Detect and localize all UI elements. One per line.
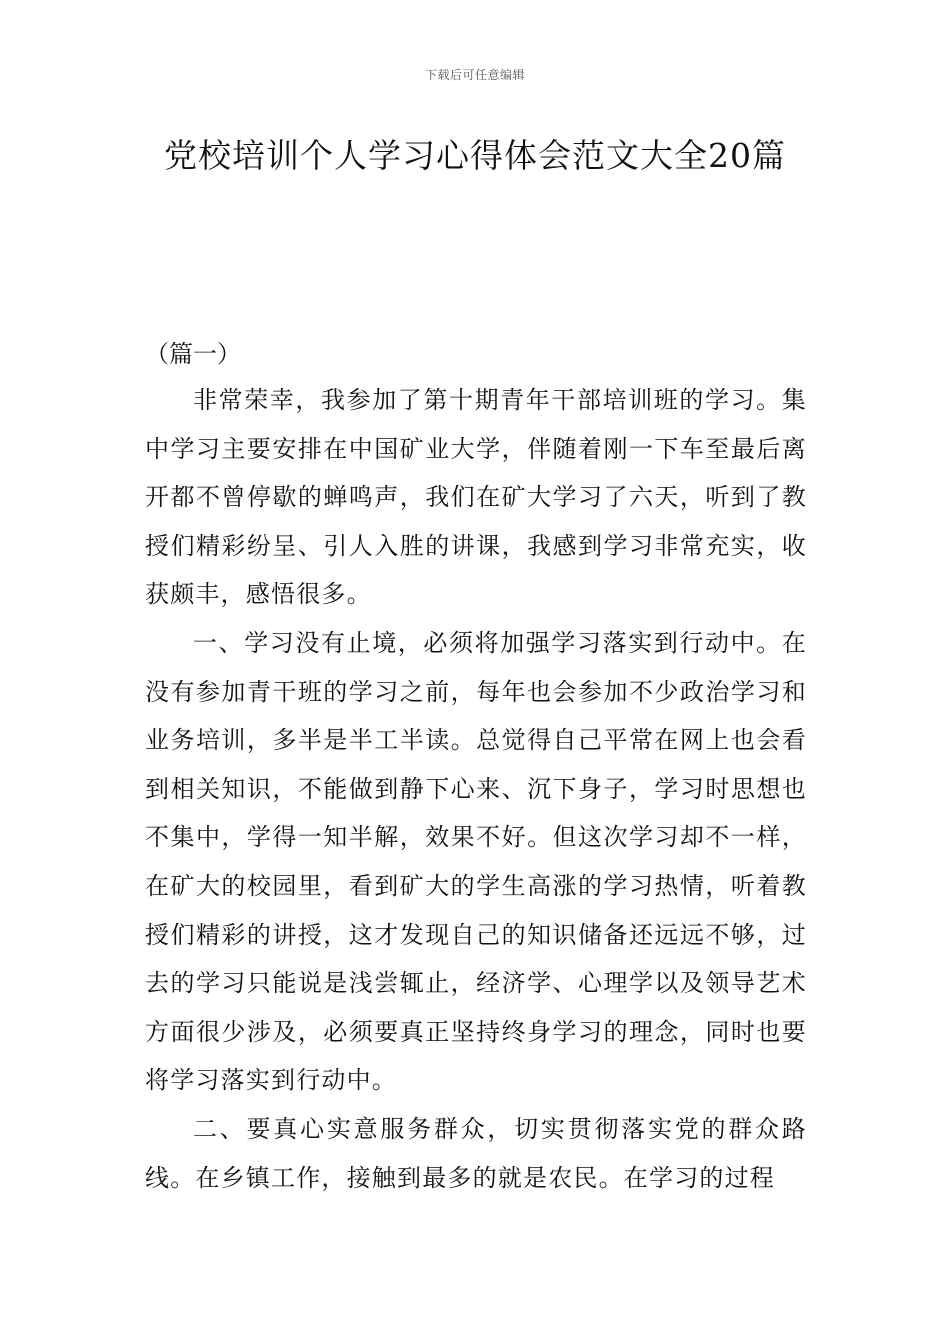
paragraph: 二、要真心实意服务群众，切实贯彻落实党的群众路线。在乡镇工作，接触到最多的就是农民。在学习的过程 <box>145 1114 807 1192</box>
document-title: 党校培训个人学习心得体会范文大全20篇 <box>164 136 786 175</box>
paragraph: 非常荣幸，我参加了第十期青年干部培训班的学习。集中学习主要安排在中国矿业大学，伴随着刚一下车至最后离开都不曾停歇的蝉鸣声，我们在矿大学习了六天，听到了教授们精彩纷呈、引人入胜的讲课，我感到学习非常充实，收获颇丰，感悟很多。 <box>145 386 807 609</box>
paragraph: 一、学习没有止境，必须将加强学习落实到行动中。在没有参加青干班的学习之前，每年也会参加不少政治学习和业务培训，多半是半工半读。总觉得自己平常在网上也会看到相关知识，不能做到静下心来、沉下身子，学习时思想也不集中，学得一知半解，效果不好。但这次学习却不一样，在矿大的校园里，看到矿大的学生高涨的学习热情，听着教授们精彩的讲授，这才发现自己的知识储备还远远不够，过去的学习只能说是浅尝辄止，经济学、心理学以及领导艺术方面很少涉及，必须要真正坚持终身学习的理念，同时也要将学习落实到行动中。 <box>145 628 807 1095</box>
header-note: 下载后可任意编辑 <box>424 68 525 82</box>
document-body <box>145 376 807 1202</box>
section-label: （篇一） <box>145 340 241 368</box>
